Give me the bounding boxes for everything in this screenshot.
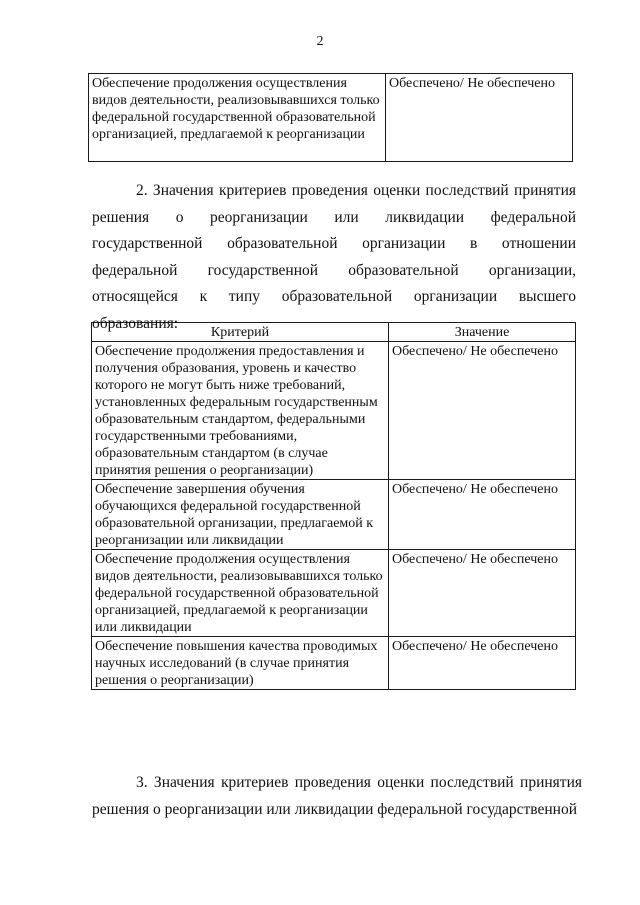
value-cell: Обеспечено/ Не обеспечено [389,637,576,690]
table-row [92,480,576,550]
criterion-column-header: Критерий [92,323,389,342]
criterion-cell: Обеспечение продолжения осуществления видов деятельности, реализовывавшихся только федеральной государственной образовательной организацией, предлагаемой к реорганизации или ликвидации [92,550,389,637]
criterion-cell: Обеспечение продолжения осуществления видов деятельности, реализовывавшихся только федеральной государственной образовательной организацией, предлагаемой к реорганизации [89,74,386,162]
table-row [92,637,576,690]
value-cell: Обеспечено/ Не обеспечено [389,550,576,637]
criterion-cell: Обеспечение завершения обучения обучающихся федеральной государственной образовательной организации, предлагаемой к реорганизации или ликвидации [92,480,389,550]
value-cell: Обеспечено/ Не обеспечено [389,480,576,550]
table-header-row [92,323,576,342]
table-row [92,550,576,637]
value-column-header: Значение [389,323,576,342]
table-row [89,74,573,162]
table-row [92,342,576,480]
paragraph-2: 2. Значения критериев проведения оценки последствий принятия решения о реорганизации или ликвидации федеральной государственной образовательной организации в отношении федеральной государственной образовательной организации, относящейся к типу образовательной организации высшего образования: [92,182,576,332]
value-cell: Обеспечено/ Не обеспечено [386,74,573,162]
criterion-cell: Обеспечение повышения качества проводимых научных исследований (в случае принятия решения о реорганизации) [92,637,389,690]
criteria-table-continued [88,73,573,162]
value-cell: Обеспечено/ Не обеспечено [389,342,576,480]
criterion-cell: Обеспечение продолжения предоставления и получения образования, уровень и качество которого не могут быть ниже требований, установленных федеральным государственным образовательным стандартом, федеральными государственными требованиями, образовательным стандартом (в случае принятия решения о реорганизации) [92,342,389,480]
criteria-table-higher-education [91,322,576,690]
paragraph-3: 3. Значения критериев проведения оценки последствий принятия решения о реорганизации или ликвидации федеральной государственной [92,774,582,818]
page-number: 2 [316,34,324,49]
